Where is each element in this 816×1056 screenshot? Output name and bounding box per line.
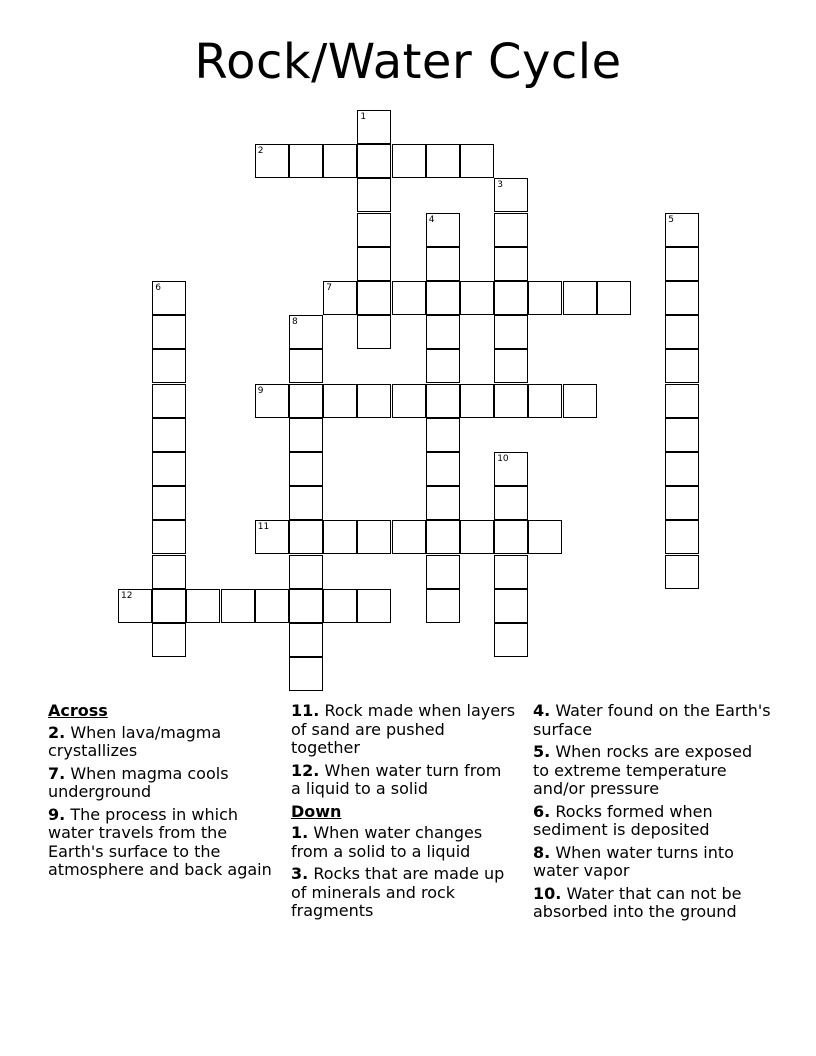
grid-cell[interactable] <box>494 384 528 418</box>
grid-cell[interactable] <box>426 213 460 247</box>
grid-cell[interactable] <box>426 555 460 589</box>
grid-cell[interactable] <box>323 281 357 315</box>
grid-cell[interactable] <box>392 281 426 315</box>
grid-cell[interactable] <box>357 315 391 349</box>
grid-cell[interactable] <box>152 486 186 520</box>
clue-number-label: 5. <box>533 742 551 761</box>
grid-cell[interactable] <box>426 384 460 418</box>
grid-cell[interactable] <box>528 520 562 554</box>
grid-cell[interactable] <box>494 520 528 554</box>
grid-cell[interactable] <box>665 349 699 383</box>
clue <box>533 743 773 799</box>
clue-number: 6 <box>155 283 161 293</box>
grid-cell[interactable] <box>528 384 562 418</box>
clue-column-2 <box>291 702 516 925</box>
grid-cell[interactable] <box>357 110 391 144</box>
clue-number-label: 6. <box>533 801 551 821</box>
grid-cell[interactable] <box>494 486 528 520</box>
grid-cell[interactable] <box>392 144 426 178</box>
clue-text: When magma cools underground <box>48 763 229 801</box>
clue-number-label: 1. <box>291 823 309 842</box>
grid-cell[interactable] <box>289 486 323 520</box>
grid-cell[interactable] <box>426 452 460 486</box>
grid-cell[interactable] <box>494 555 528 589</box>
grid-cell[interactable] <box>665 315 699 349</box>
grid-cell[interactable] <box>289 623 323 657</box>
clue <box>533 844 773 881</box>
grid-cell[interactable] <box>357 247 391 281</box>
grid-cell[interactable] <box>152 589 186 623</box>
grid-cell[interactable] <box>460 144 494 178</box>
clue-number: 1 <box>360 112 367 122</box>
clue-number: 12 <box>121 590 133 601</box>
grid-cell[interactable] <box>152 520 186 554</box>
grid-cell[interactable] <box>426 315 460 349</box>
grid-cell[interactable] <box>494 178 528 212</box>
clue-text: When lava/magma crystallizes <box>48 722 222 760</box>
clue-column-1 <box>48 702 273 884</box>
grid-cell[interactable] <box>357 144 391 178</box>
grid-cell[interactable] <box>563 281 597 315</box>
grid-cell[interactable] <box>152 623 186 657</box>
grid-cell[interactable] <box>255 589 289 623</box>
clue-text: When water changes from a solid to a liquid <box>291 823 483 861</box>
grid-cell[interactable] <box>289 452 323 486</box>
grid-cell[interactable] <box>665 247 699 281</box>
grid-cell[interactable] <box>152 418 186 452</box>
grid-cell[interactable] <box>665 520 699 554</box>
clue <box>48 765 273 802</box>
clue-text: The process in which water travels from the Earth's surface to the atmosphere and back again <box>48 804 272 879</box>
grid-cell[interactable] <box>494 315 528 349</box>
grid-cell[interactable] <box>665 418 699 452</box>
clue-number: 5 <box>668 214 674 225</box>
clue-number: 2 <box>257 146 264 157</box>
grid-cell[interactable] <box>426 418 460 452</box>
clue-number-label: 10. <box>533 883 562 903</box>
grid-cell[interactable] <box>494 213 528 247</box>
clue-text: When rocks are exposed to extreme temperature and/or pressure <box>533 742 753 798</box>
clue-number-label: 9. <box>48 804 66 824</box>
grid-cell[interactable] <box>665 213 699 247</box>
grid-cell[interactable] <box>118 589 152 623</box>
grid-cell[interactable] <box>289 384 323 418</box>
grid-cell[interactable] <box>665 281 699 315</box>
grid-cell[interactable] <box>665 555 699 589</box>
grid-cell[interactable] <box>426 589 460 623</box>
grid-cell[interactable] <box>597 281 631 315</box>
clue <box>291 702 516 758</box>
grid-cell[interactable] <box>186 589 220 623</box>
grid-cell[interactable] <box>152 315 186 349</box>
clue-text: Water found on the Earth's surface <box>533 701 771 739</box>
grid-cell[interactable] <box>494 452 528 486</box>
grid-cell[interactable] <box>323 520 357 554</box>
grid-cell[interactable] <box>152 452 186 486</box>
clue-text: When water turn from a liquid to a solid <box>291 760 502 798</box>
clue-number-label: 3. <box>291 864 309 883</box>
grid-cell[interactable] <box>494 281 528 315</box>
across-heading: Across <box>48 701 108 720</box>
clue-text: Water that can not be absorbed into the ground <box>533 883 742 921</box>
grid-cell[interactable] <box>289 418 323 452</box>
clue <box>533 803 773 840</box>
grid-cell[interactable] <box>152 349 186 383</box>
down-heading: Down <box>291 801 342 821</box>
grid-cell[interactable] <box>221 589 255 623</box>
grid-cell[interactable] <box>665 384 699 418</box>
clue-text: Rock made when layers of sand are pushed together <box>291 701 516 757</box>
grid-cell[interactable] <box>392 520 426 554</box>
grid-cell[interactable] <box>494 247 528 281</box>
clue-number-label: 7. <box>48 763 66 783</box>
clue <box>291 865 516 921</box>
clue-number: 11 <box>257 522 270 533</box>
grid-cell[interactable] <box>357 178 391 212</box>
clue <box>533 885 773 922</box>
grid-cell[interactable] <box>426 486 460 520</box>
grid-cell[interactable] <box>289 349 323 383</box>
grid-cell[interactable] <box>563 384 597 418</box>
grid-cell[interactable] <box>460 281 494 315</box>
clue-number: 3 <box>497 180 503 191</box>
grid-cell[interactable] <box>426 349 460 383</box>
clue-text: Rocks formed when sediment is deposited <box>533 801 713 839</box>
grid-cell[interactable] <box>357 281 391 315</box>
clue-text: Rocks that are made up of minerals and rock fragments <box>291 864 505 920</box>
grid-cell[interactable] <box>289 589 323 623</box>
clue-number-label: 4. <box>533 701 551 720</box>
grid-cell[interactable] <box>494 589 528 623</box>
grid-cell[interactable] <box>494 623 528 657</box>
grid-cell[interactable] <box>255 144 289 178</box>
grid-cell[interactable] <box>289 315 323 349</box>
clue-number: 7 <box>326 283 332 293</box>
grid-cell[interactable] <box>460 520 494 554</box>
clue-number: 8 <box>292 317 298 328</box>
clue-number: 9 <box>257 385 264 396</box>
grid-cell[interactable] <box>289 144 323 178</box>
grid-cell[interactable] <box>426 144 460 178</box>
grid-cell[interactable] <box>426 281 460 315</box>
grid-cell[interactable] <box>392 384 426 418</box>
grid-cell[interactable] <box>323 144 357 178</box>
grid-cell[interactable] <box>323 589 357 623</box>
grid-cell[interactable] <box>665 452 699 486</box>
clue <box>291 762 516 799</box>
grid-cell[interactable] <box>255 520 289 554</box>
grid-cell[interactable] <box>426 520 460 554</box>
grid-cell[interactable] <box>323 384 357 418</box>
grid-cell[interactable] <box>152 555 186 589</box>
clue-number-label: 12. <box>291 760 320 780</box>
grid-cell[interactable] <box>426 247 460 281</box>
grid-cell[interactable] <box>255 384 289 418</box>
clue <box>48 724 273 761</box>
clue-number-label: 8. <box>533 842 551 862</box>
clue-column-3 <box>533 702 773 926</box>
clue-text: When water turns into water vapor <box>533 842 734 880</box>
grid-cell[interactable] <box>528 281 562 315</box>
grid-cell[interactable] <box>152 384 186 418</box>
grid-cell[interactable] <box>665 486 699 520</box>
clue-number-label: 11. <box>291 701 320 720</box>
grid-cell[interactable] <box>357 520 391 554</box>
grid-cell[interactable] <box>494 349 528 383</box>
grid-cell[interactable] <box>357 384 391 418</box>
grid-cell[interactable] <box>289 520 323 554</box>
grid-cell[interactable] <box>460 384 494 418</box>
clue-number-label: 2. <box>48 722 66 742</box>
clue-number: 10 <box>497 454 509 464</box>
clue <box>48 806 273 880</box>
clue <box>533 702 773 739</box>
clue-number: 4 <box>428 214 435 225</box>
clue <box>291 824 516 861</box>
grid-cell[interactable] <box>289 657 323 691</box>
grid-cell[interactable] <box>357 589 391 623</box>
puzzle-title: Rock/Water Cycle <box>194 34 622 90</box>
grid-cell[interactable] <box>152 281 186 315</box>
grid-cell[interactable] <box>289 555 323 589</box>
grid-cell[interactable] <box>357 213 391 247</box>
